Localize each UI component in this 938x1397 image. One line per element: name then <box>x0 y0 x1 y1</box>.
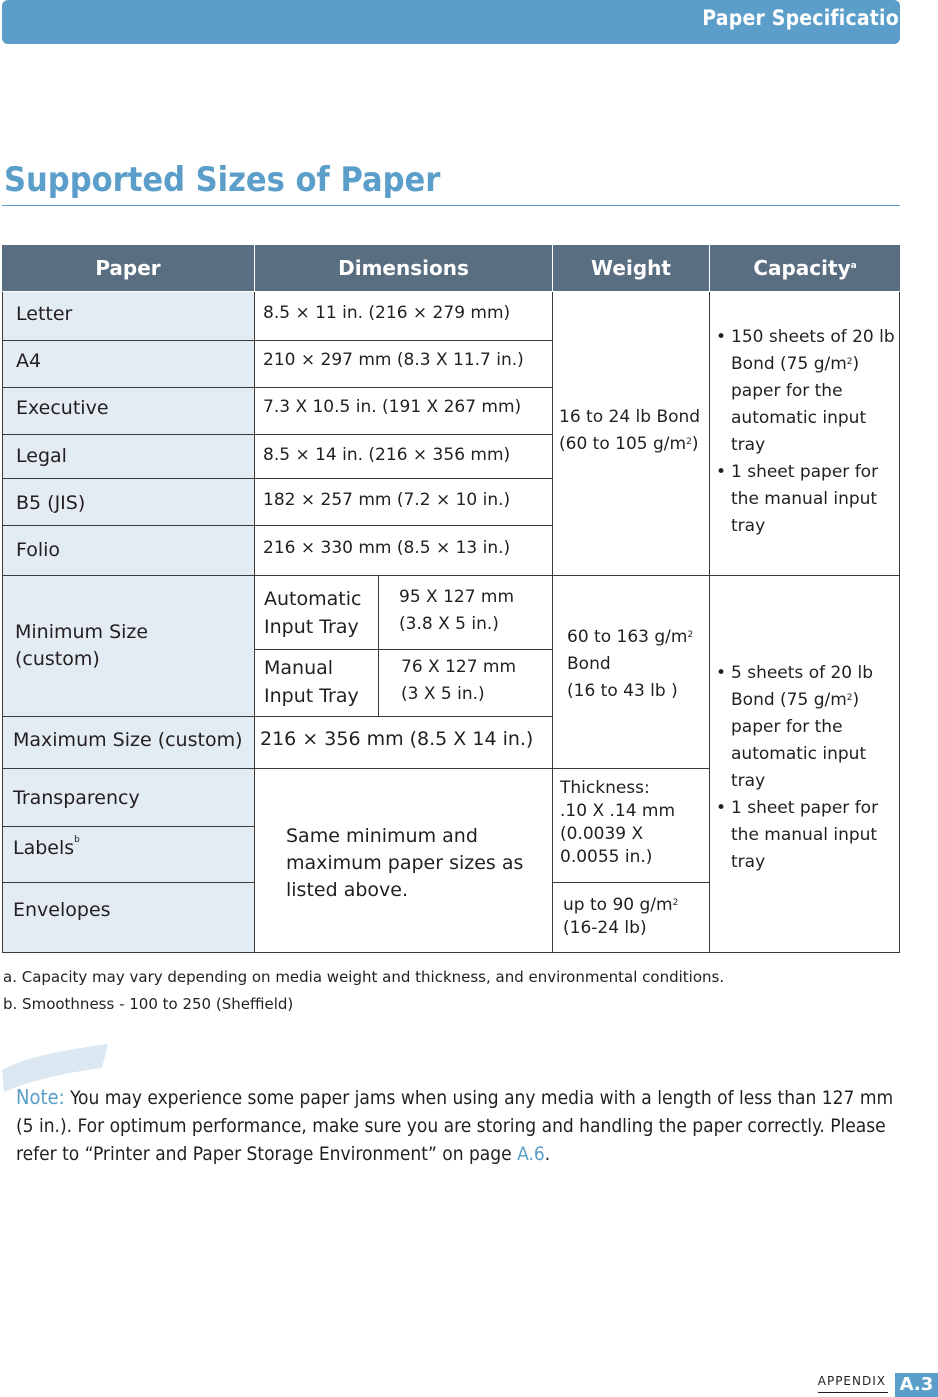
paper-a4: A4 <box>16 350 42 372</box>
column-header-dimensions: Dimensions <box>338 256 469 280</box>
paper-b5: B5 (JIS) <box>16 492 86 514</box>
table-border <box>2 292 3 953</box>
special-thickness: Thickness: .10 X .14 mm (0.0039 X 0.0055 in.) <box>560 778 676 867</box>
row-line <box>2 525 553 526</box>
paper-minimum-size: Minimum Size (custom) <box>15 621 149 670</box>
automatic-tray-label: Automatic Input Tray <box>264 588 362 638</box>
row-line <box>378 576 379 716</box>
manual-tray-label: Manual Input Tray <box>264 657 359 707</box>
paper-transparency: Transparency <box>13 787 140 809</box>
row-line <box>2 575 900 576</box>
standard-capacity: • 150 sheets of 20 lb Bond (75 $g/m^2$) paper for the automatic input tray • 1 sheet paper for the manual input tray <box>716 327 895 536</box>
header-separator <box>709 245 710 291</box>
automatic-tray-dimensions: 95 X 127 mm (3.8 X 5 in.) <box>399 587 515 634</box>
dimensions-legal: 8.5 × 14 in. (216 × 356 mm) <box>263 445 511 465</box>
dimensions-executive: 7.3 X 10.5 in. (191 X 267 mm) <box>263 397 522 417</box>
appendix-label: APPENDIX <box>817 1374 886 1388</box>
paper-maximum-size: Maximum Size (custom) <box>13 729 243 751</box>
row-line <box>2 340 553 341</box>
column-line <box>552 292 553 953</box>
column-header-capacity: Capacity$^a$ <box>753 256 857 280</box>
page-title: Supported Sizes of Paper <box>4 160 441 200</box>
paper-labels: Labels$^b$ <box>13 835 80 859</box>
header-separator <box>552 245 553 291</box>
footnote-a: a. Capacity may vary depending on media weight and thickness, and environmental conditions. <box>3 968 725 986</box>
column-line <box>709 292 710 953</box>
paper-envelopes: Envelopes <box>13 899 111 921</box>
dimensions-b5: 182 × 257 mm (7.2 × 10 in.) <box>263 490 511 510</box>
custom-weight: 60 to 163 $g/m^2$ Bond (16 to 43 lb ) <box>567 627 694 701</box>
dimensions-folio: 216 × 330 mm (8.5 × 13 in.) <box>263 538 511 558</box>
title-divider <box>2 205 900 206</box>
row-line <box>552 882 710 883</box>
table-border <box>899 292 900 953</box>
row-line <box>2 716 553 717</box>
note-label: Note: <box>16 1085 65 1109</box>
page-reference-link[interactable]: A.6 <box>517 1143 545 1165</box>
column-line <box>254 292 255 953</box>
paper-folio: Folio <box>16 539 61 561</box>
dimensions-maximum-size: 216 × 356 mm (8.5 X 14 in.) <box>260 728 534 750</box>
row-line <box>2 434 553 435</box>
envelope-weight: up to 90 $g/m^2$ (16-24 lb) <box>563 895 679 938</box>
note-paragraph: Note: You may experience some paper jams when using any media with a length of less than 127 mm (5 in.). For optimum performance, make sure you are storing and handling the paper correctly. Please refer to “Printer and Paper Storage Environment” on page A.6. <box>16 1085 894 1165</box>
column-header-paper: Paper <box>95 256 161 280</box>
footnote-b: b. Smoothness - 100 to 250 (Sheffield) <box>3 995 294 1013</box>
section-title: Paper Specifications <box>702 6 924 30</box>
standard-weight: 16 to 24 lb Bond (60 to 105 $g/m^2$) <box>559 407 701 454</box>
paper-letter: Letter <box>16 303 73 325</box>
row-line <box>2 387 553 388</box>
dimensions-a4: 210 × 297 mm (8.3 X 11.7 in.) <box>263 350 524 370</box>
dimensions-letter: 8.5 × 11 in. (216 × 279 mm) <box>263 303 511 323</box>
special-dimensions: Same minimum and maximum paper sizes as listed above. <box>286 825 524 901</box>
row-line <box>2 826 255 827</box>
row-line <box>254 649 553 650</box>
column-header-weight: Weight <box>591 256 671 280</box>
paper-legal: Legal <box>16 445 67 467</box>
appendix-underline <box>818 1392 888 1393</box>
header-separator <box>254 245 255 291</box>
page-number: A.3 <box>895 1373 938 1397</box>
manual-tray-dimensions: 76 X 127 mm (3 X 5 in.) <box>401 657 517 704</box>
custom-capacity: • 5 sheets of 20 lb Bond (75 $g/m^2$) paper for the automatic input tray • 1 sheet paper for the manual input tray <box>716 663 879 872</box>
row-line <box>2 478 553 479</box>
paper-executive: Executive <box>16 397 109 419</box>
row-line <box>2 882 255 883</box>
row-line <box>2 768 710 769</box>
table-border <box>2 952 900 953</box>
